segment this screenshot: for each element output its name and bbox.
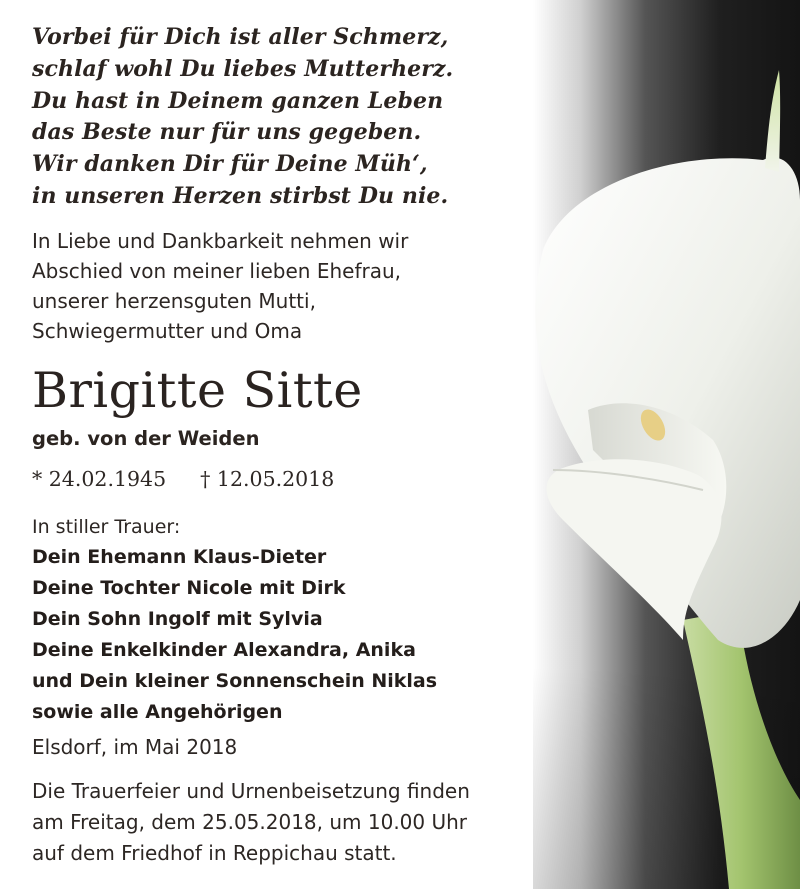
funeral-line: am Freitag, dem 25.05.2018, um 10.00 Uhr: [32, 810, 468, 834]
memorial-poem: [32, 22, 453, 213]
farewell-intro: [32, 226, 408, 346]
calla-lily-image: [533, 0, 800, 889]
death-date: † 12.05.2018: [200, 467, 335, 491]
poem-line: schlaf wohl Du liebes Mutterherz.: [32, 55, 454, 82]
deceased-name: Brigitte Sitte: [32, 362, 363, 419]
funeral-line: Die Trauerfeier und Urnenbeisetzung finden: [32, 779, 470, 803]
mourner-line: Deine Enkelkinder Alexandra, Anika: [32, 639, 416, 661]
intro-line: Abschied von meiner lieben Ehefrau,: [32, 259, 402, 283]
intro-line: Schwiegermutter und Oma: [32, 319, 303, 343]
poem-line: das Beste nur für uns gegeben.: [32, 119, 422, 146]
mourner-line: Deine Tochter Nicole mit Dirk: [32, 577, 346, 599]
place-and-date: Elsdorf, im Mai 2018: [32, 735, 238, 759]
birth-name: geb. von der Weiden: [32, 427, 260, 450]
mourners-list: [32, 512, 437, 728]
poem-line: Wir danken Dir für Deine Müh‘,: [32, 151, 428, 178]
mourners-heading: In stiller Trauer:: [32, 516, 181, 538]
intro-line: In Liebe und Dankbarkeit nehmen wir: [32, 229, 409, 253]
birth-date: * 24.02.1945: [32, 467, 167, 491]
mourner-line: und Dein kleiner Sonnenschein Niklas: [32, 670, 438, 692]
funeral-line: auf dem Friedhof in Reppichau statt.: [32, 841, 397, 865]
funeral-details: [32, 776, 470, 869]
mourner-line: Dein Ehemann Klaus-Dieter: [32, 546, 327, 568]
poem-line: Vorbei für Dich ist aller Schmerz,: [32, 24, 449, 50]
mourner-line: Dein Sohn Ingolf mit Sylvia: [32, 608, 323, 630]
mourner-line: sowie alle Angehörigen: [32, 701, 283, 723]
intro-line: unserer herzensguten Mutti,: [32, 289, 316, 313]
poem-line: Du hast in Deinem ganzen Leben: [32, 87, 444, 114]
poem-line: in unseren Herzen stirbst Du nie.: [32, 182, 449, 209]
life-dates: [32, 463, 334, 495]
